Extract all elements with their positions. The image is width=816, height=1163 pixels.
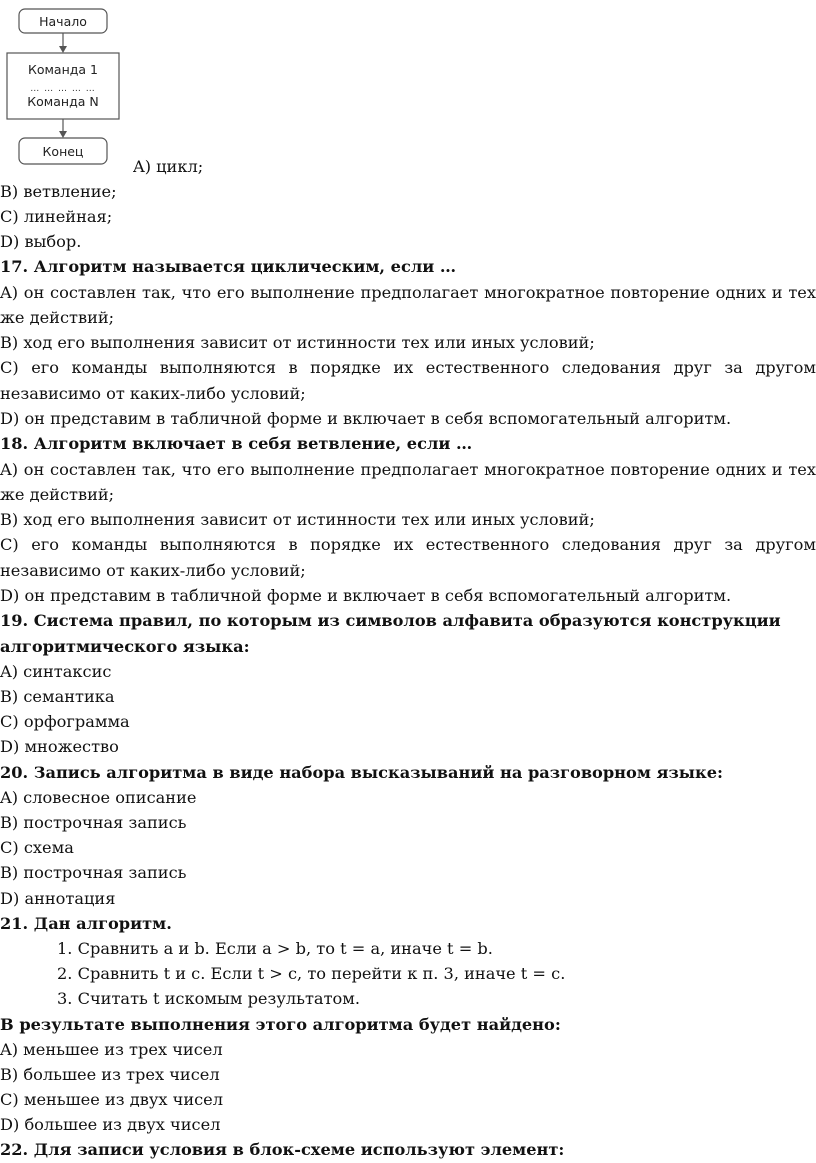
answer-option: B) ход его выполнения зависит от истинности тех или иных условий; xyxy=(0,510,595,529)
answer-option: A) синтаксис xyxy=(0,662,112,681)
answer-option: A) меньшее из трех чисел xyxy=(0,1040,223,1059)
command-n-label: Команда N xyxy=(27,94,99,109)
ellipsis: … … … … … xyxy=(30,84,96,94)
answer-option: C) меньшее из двух чисел xyxy=(0,1090,224,1109)
question-21: 21. Дан алгоритм. xyxy=(0,914,172,933)
answer-option: D) множество xyxy=(0,737,119,756)
question-21-prompt: В результате выполнения этого алгоритма будет найдено: xyxy=(0,1015,561,1034)
linear-algorithm-flowchart xyxy=(0,0,126,176)
answer-option: B) ветвление; xyxy=(0,182,117,201)
question-19: 19. Система правил, по которым из символов алфавита образуются конструкции xyxy=(0,611,781,630)
answer-option-continued: же действий; xyxy=(0,485,115,504)
arrowhead-2 xyxy=(59,131,67,138)
answer-option: B) большее из трех чисел xyxy=(0,1065,220,1084)
command-1-label: Команда 1 xyxy=(27,62,99,77)
answer-option: A) он составлен так, что его выполнение предполагает многократное повторение одних и тех xyxy=(0,283,816,302)
answer-option-continued: независимо от каких-либо условий; xyxy=(0,561,306,580)
question-20: 20. Запись алгоритма в виде набора высказываний на разговорном языке: xyxy=(0,763,723,782)
end-label: Конец xyxy=(42,144,84,159)
answer-option: C) схема xyxy=(0,838,74,857)
answer-option: B) построчная запись xyxy=(0,813,187,832)
question-17: 17. Алгоритм называется циклическим, если … xyxy=(0,257,457,276)
answer-option: A) цикл; xyxy=(133,157,204,176)
answer-option: B) построчная запись xyxy=(0,863,187,882)
answer-option: C) его команды выполняются в порядке их естественного следования друг за другом xyxy=(0,358,816,377)
answer-option: A) он составлен так, что его выполнение предполагает многократное повторение одних и тех xyxy=(0,460,816,479)
answer-option: B) семантика xyxy=(0,687,115,706)
start-label: Начало xyxy=(39,14,87,29)
question-22: 22. Для записи условия в блок-схеме используют элемент: xyxy=(0,1140,565,1159)
answer-option: D) аннотация xyxy=(0,889,116,908)
question-19-continued: алгоритмического языка: xyxy=(0,637,250,656)
answer-option-continued: же действий; xyxy=(0,308,115,327)
algorithm-step: 1. Сравнить a и b. Если a > b, то t = a, иначе t = b. xyxy=(57,939,493,958)
answer-option: D) он представим в табличной форме и включает в себя вспомогательный алгоритм. xyxy=(0,586,732,605)
answer-option: A) словесное описание xyxy=(0,788,197,807)
answer-option: D) он представим в табличной форме и включает в себя вспомогательный алгоритм. xyxy=(0,409,732,428)
algorithm-step: 2. Сравнить t и c. Если t > c, то перейти к п. 3, иначе t = c. xyxy=(57,964,566,983)
answer-option: C) орфограмма xyxy=(0,712,130,731)
answer-option: C) его команды выполняются в порядке их естественного следования друг за другом xyxy=(0,535,816,554)
question-18: 18. Алгоритм включает в себя ветвление, если … xyxy=(0,434,473,453)
answer-option: C) линейная; xyxy=(0,207,113,226)
arrowhead-1 xyxy=(59,46,67,53)
algorithm-step: 3. Считать t искомым результатом. xyxy=(57,989,361,1008)
answer-option: D) большее из двух чисел xyxy=(0,1115,221,1134)
answer-option: D) выбор. xyxy=(0,232,82,251)
answer-option-continued: независимо от каких-либо условий; xyxy=(0,384,306,403)
answer-option: B) ход его выполнения зависит от истинности тех или иных условий; xyxy=(0,333,595,352)
